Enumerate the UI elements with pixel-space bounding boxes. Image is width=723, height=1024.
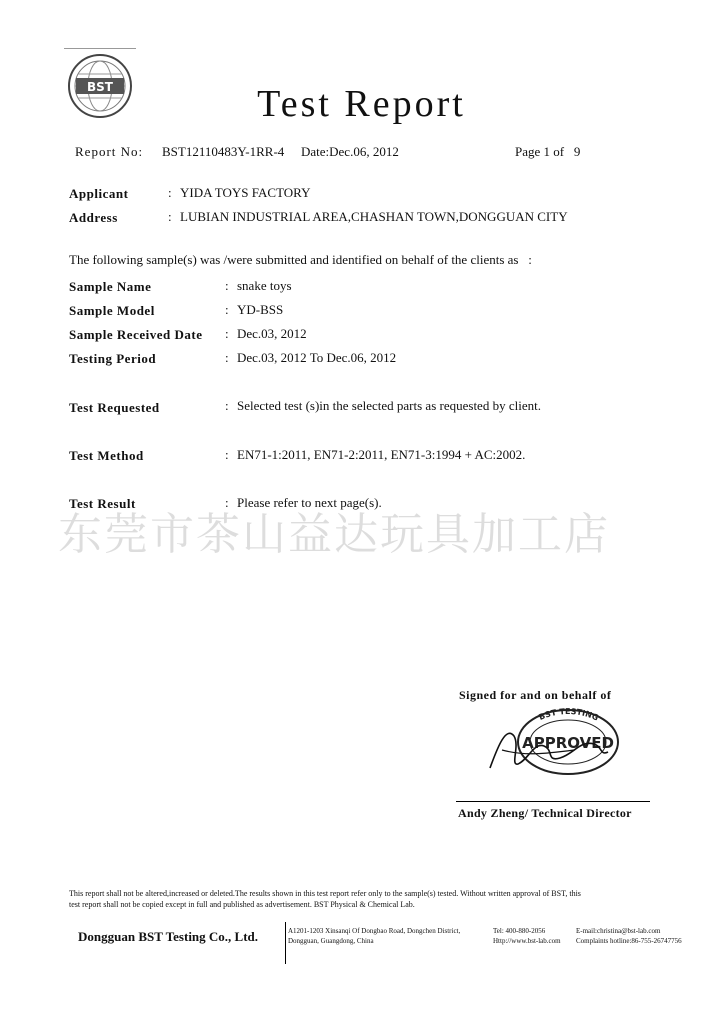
applicant-colon: : bbox=[168, 185, 172, 200]
sample-name-value: snake toys bbox=[237, 278, 292, 293]
website-link[interactable]: Http://www.bst-lab.com bbox=[493, 937, 561, 945]
address-value: LUBIAN INDUSTRIAL AREA,CHASHAN TOWN,DONGGUAN CITY bbox=[180, 209, 568, 224]
address-label: Address bbox=[69, 210, 118, 225]
page-number: Page 1 of 9 bbox=[515, 144, 581, 159]
address-colon: : bbox=[168, 209, 172, 224]
footer-divider bbox=[285, 922, 286, 964]
sample-name-colon: : bbox=[225, 278, 229, 293]
sample-name-label: Sample Name bbox=[69, 279, 152, 294]
report-date: Date:Dec.06, 2012 bbox=[301, 144, 399, 159]
complaints-hotline: Complaints hotline:86-755-26747756 bbox=[576, 937, 682, 945]
address-line-1: A1201-1203 Xinsanqi Of Dongbao Road, Dongchen District, bbox=[288, 927, 461, 935]
test-result-label: Test Result bbox=[69, 496, 136, 511]
test-requested-label: Test Requested bbox=[69, 400, 160, 415]
test-result-colon: : bbox=[225, 495, 229, 510]
sample-received-label: Sample Received Date bbox=[69, 327, 203, 342]
address-line-2: Dongguan, Guangdong, China bbox=[288, 937, 374, 945]
test-requested-value: Selected test (s)in the selected parts as requested by client. bbox=[237, 398, 541, 413]
testing-period-colon: : bbox=[225, 350, 229, 365]
report-no-label: Report No: bbox=[75, 144, 144, 159]
signed-for-label: Signed for and on behalf of bbox=[459, 688, 612, 702]
tel: Tel: 400-880-2056 bbox=[493, 927, 546, 935]
test-method-value: EN71-1:2011, EN71-2:2011, EN71-3:1994 + AC:2002. bbox=[237, 447, 526, 462]
sample-received-value: Dec.03, 2012 bbox=[237, 326, 307, 341]
sample-model-colon: : bbox=[225, 302, 229, 317]
testing-period-value: Dec.03, 2012 To Dec.06, 2012 bbox=[237, 350, 397, 365]
sample-model-value: YD-BSS bbox=[237, 302, 284, 317]
company-address bbox=[288, 926, 460, 946]
test-result-value: Please refer to next page(s). bbox=[237, 495, 382, 510]
disclaimer-line-1: This report shall not be altered,increased or deleted.The results shown in this test report refer only to the sample(s) tested. Without written approval of BST, this bbox=[69, 889, 581, 898]
approved-stamp bbox=[484, 706, 624, 786]
logo-text: BST bbox=[87, 80, 113, 94]
sample-model-label: Sample Model bbox=[69, 303, 155, 318]
signature-line bbox=[456, 801, 650, 802]
intro-text: The following sample(s) was /were submitted and identified on behalf of the clients as : bbox=[69, 252, 532, 267]
stamp-center-text: APPROVED bbox=[522, 734, 614, 752]
applicant-value: YIDA TOYS FACTORY bbox=[180, 185, 311, 200]
test-method-colon: : bbox=[225, 447, 229, 462]
applicant-label: Applicant bbox=[69, 186, 129, 201]
company-name: Dongguan BST Testing Co., Ltd. bbox=[78, 929, 259, 944]
company-email-hotline bbox=[576, 926, 682, 946]
sample-received-colon: : bbox=[225, 326, 229, 341]
stamp-arc-text: BST TESTING bbox=[537, 706, 600, 723]
email-link[interactable]: E-mail:christina@bst-lab.com bbox=[576, 927, 661, 935]
watermark: 东莞市茶山益达玩具加工店 bbox=[58, 509, 610, 560]
page-title: Test Report bbox=[257, 83, 466, 125]
test-requested-colon: : bbox=[225, 398, 229, 413]
signer-name: Andy Zheng/ Technical Director bbox=[458, 806, 632, 820]
report-no: BST12110483Y-1RR-4 bbox=[162, 144, 285, 159]
disclaimer bbox=[69, 888, 669, 910]
company-contact bbox=[493, 926, 561, 946]
disclaimer-line-2: test report shall not be copied except in full and published as advertisement. BST Physical & Chemical Lab. bbox=[69, 900, 415, 909]
test-method-label: Test Method bbox=[69, 448, 144, 463]
testing-period-label: Testing Period bbox=[69, 351, 157, 366]
